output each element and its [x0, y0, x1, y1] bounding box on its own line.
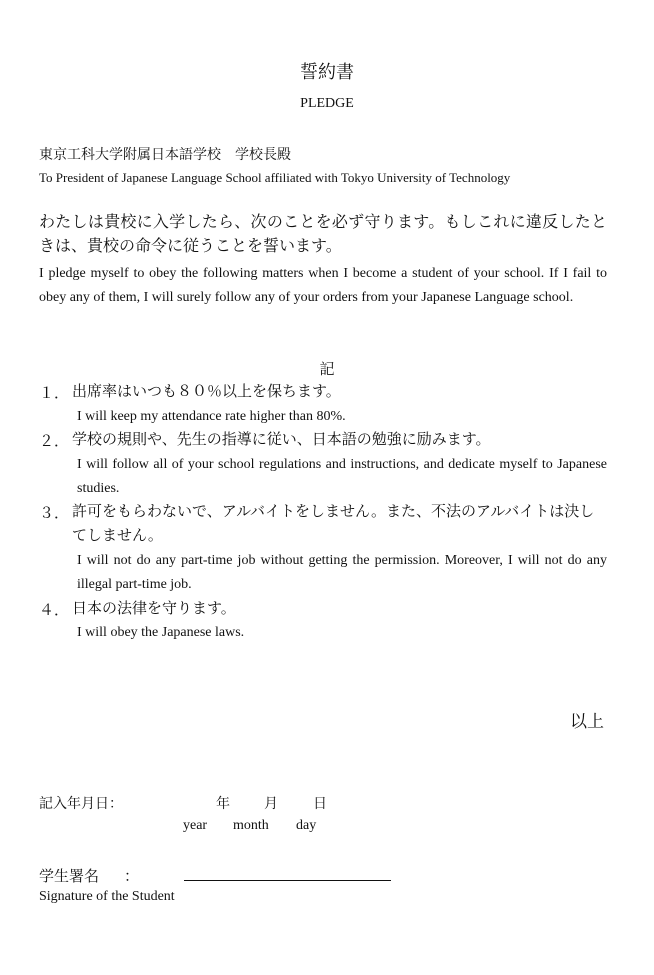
addressee-ja: 東京工科大学附属日本語学校 学校長殿: [39, 147, 291, 163]
date-day-ja: 日: [313, 796, 327, 812]
closing-mark: 以上: [570, 712, 604, 732]
pledge-item-ja: 出席率はいつも８０％以上を保ちます。: [72, 382, 341, 400]
ki-heading: 記: [319, 360, 335, 378]
signature-line[interactable]: [184, 880, 391, 881]
intro-paragraph-ja: わたしは貴校に入学したら、次のことを必ず守ります。もしこれに違反したときは、貴校の命令に従うことを誓います。: [39, 212, 607, 255]
pledge-item-ja: 許可をもらわないで、アルバイトをしません。また、不法のアルバイトは決してしません。: [72, 502, 595, 544]
signature-colon: ：: [124, 867, 140, 885]
pledge-item-en: I will keep my attendance rate higher than 80%.: [77, 409, 346, 424]
pledge-item-number: ４．: [39, 601, 70, 619]
pledge-item-number: ２．: [39, 432, 70, 450]
document-title-ja: 誓約書: [300, 62, 354, 83]
pledge-item-en: I will not do any part-time job without getting the permission. Moreover, I will not do any illegal part-time job.: [77, 553, 607, 592]
pledge-item-en: I will obey the Japanese laws.: [77, 625, 245, 640]
date-year-ja: 年: [216, 796, 230, 812]
pledge-item-ja: 学校の規則や、先生の指導に従い、日本語の勉強に励みます。: [72, 430, 491, 448]
pledge-item-number: １．: [39, 384, 70, 402]
date-month-ja: 月: [264, 796, 278, 812]
date-month-en: month: [233, 818, 269, 833]
pledge-item-en: I will follow all of your school regulations and instructions, and dedicate myself to Japanese studies.: [77, 457, 607, 496]
signature-label-ja: 学生署名: [39, 867, 100, 885]
date-day-en: day: [296, 818, 317, 833]
document-title-en: PLEDGE: [300, 96, 354, 111]
pledge-item-number: ３．: [39, 504, 70, 522]
date-label: 記入年月日：: [39, 796, 123, 812]
signature-label-en: Signature of the Student: [39, 889, 175, 904]
addressee-en: To President of Japanese Language School affiliated with Tokyo University of Technology: [39, 170, 511, 185]
intro-paragraph-en: I pledge myself to obey the following matters when I become a student of your school. If I fail to obey any of them, I will surely follow any of your orders from your Japanese Language school.: [39, 266, 607, 305]
date-year-en: year: [183, 818, 208, 833]
pledge-item-ja: 日本の法律を守ります。: [72, 599, 236, 617]
